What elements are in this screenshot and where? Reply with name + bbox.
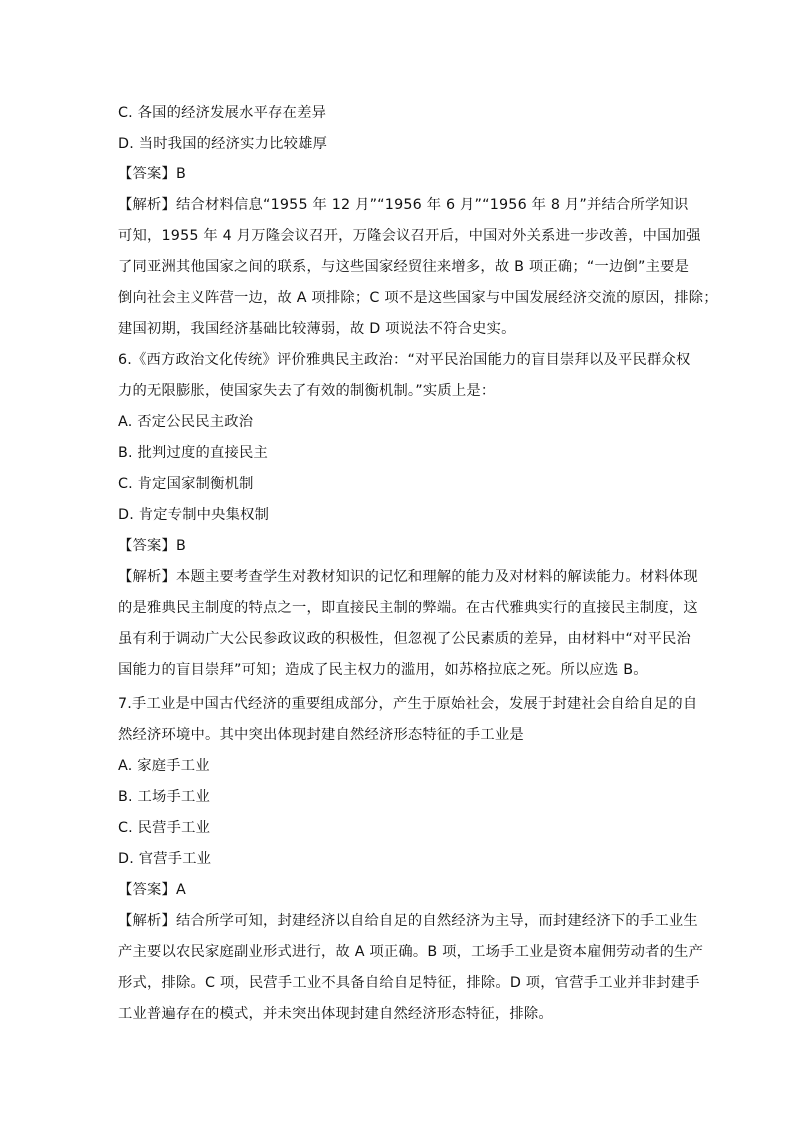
answer-label: 【答案】A xyxy=(118,882,186,898)
question-6-line: 力的无限膨胀，使国家失去了有效的制衡机制。”实质上是： xyxy=(118,383,496,399)
analysis-line: 形式，排除。C 项，民营手工业不具备自给自足特征，排除。D 项，官营手工业并非封建手 xyxy=(118,975,700,991)
question-7-line: 7.手工业是中国古代经济的重要组成部分，产生于原始社会，发展于封建社会自给自足的自 xyxy=(118,696,698,712)
analysis-line: 国能力的盲目崇拜”可知；造成了民主权力的滥用，如苏格拉底之死。所以应选 B。 xyxy=(118,662,648,678)
option-d: D. 官营手工业 xyxy=(118,851,212,867)
analysis-line: 倒向社会主义阵营一边，故 A 项排除；C 项不是这些国家与中国发展经济交流的原因，排除； xyxy=(118,290,718,306)
question-6-line: 6.《西方政治文化传统》评价雅典民主政治：“对平民治国能力的盲目崇拜以及平民群众权 xyxy=(118,352,691,368)
option-a: A. 否定公民民主政治 xyxy=(118,414,254,430)
option-d: D. 肯定专制中央集权制 xyxy=(118,507,270,523)
answer-label: 【答案】B xyxy=(118,538,186,554)
analysis-line: 可知，1955 年 4 月万隆会议召开，万隆会议召开后，中国对外关系进一步改善，中国加强 xyxy=(118,228,701,244)
analysis-line: 建国初期，我国经济基础比较薄弱，故 D 项说法不符合史实。 xyxy=(118,321,516,337)
analysis-line: 的是雅典民主制度的特点之一，即直接民主制的弊端。在古代雅典实行的直接民主制度，这 xyxy=(118,600,698,616)
option-c: C. 各国的经济发展水平存在差异 xyxy=(118,105,327,121)
question-7-line: 然经济环境中。其中突出体现封建自然经济形态特征的手工业是 xyxy=(118,727,524,743)
option-a: A. 家庭手工业 xyxy=(118,758,210,774)
analysis-line: 虽有利于调动广大公民参政议政的积极性，但忽视了公民素质的差异，由材料中“对平民治 xyxy=(118,631,691,647)
analysis-line: 了同亚洲其他国家之间的联系，与这些国家经贸往来增多，故 B 项正确；“一边倒”主要是 xyxy=(118,259,690,275)
analysis-line: 【解析】结合材料信息“1955 年 12 月”“1956 年 6 月”“1956 年 8 月”并结合所学知识 xyxy=(118,197,689,213)
analysis-line: 【解析】本题主要考查学生对教材知识的记忆和理解的能力及对材料的解读能力。材料体现 xyxy=(118,569,698,585)
option-b: B. 批判过度的直接民主 xyxy=(118,445,268,461)
option-c: C. 民营手工业 xyxy=(118,820,211,836)
analysis-line: 【解析】结合所学可知，封建经济以自给自足的自然经济为主导，而封建经济下的手工业生 xyxy=(118,913,698,929)
analysis-line: 工业普遍存在的模式，并未突出体现封建自然经济形态特征，排除。 xyxy=(118,1006,553,1022)
answer-label: 【答案】B xyxy=(118,166,186,182)
option-d: D. 当时我国的经济实力比较雄厚 xyxy=(118,136,328,152)
analysis-line: 产主要以农民家庭副业形式进行，故 A 项正确。B 项，工场手工业是资本雇佣劳动者的生产 xyxy=(118,944,704,960)
option-c: C. 肯定国家制衡机制 xyxy=(118,476,254,492)
option-b: B. 工场手工业 xyxy=(118,789,210,805)
